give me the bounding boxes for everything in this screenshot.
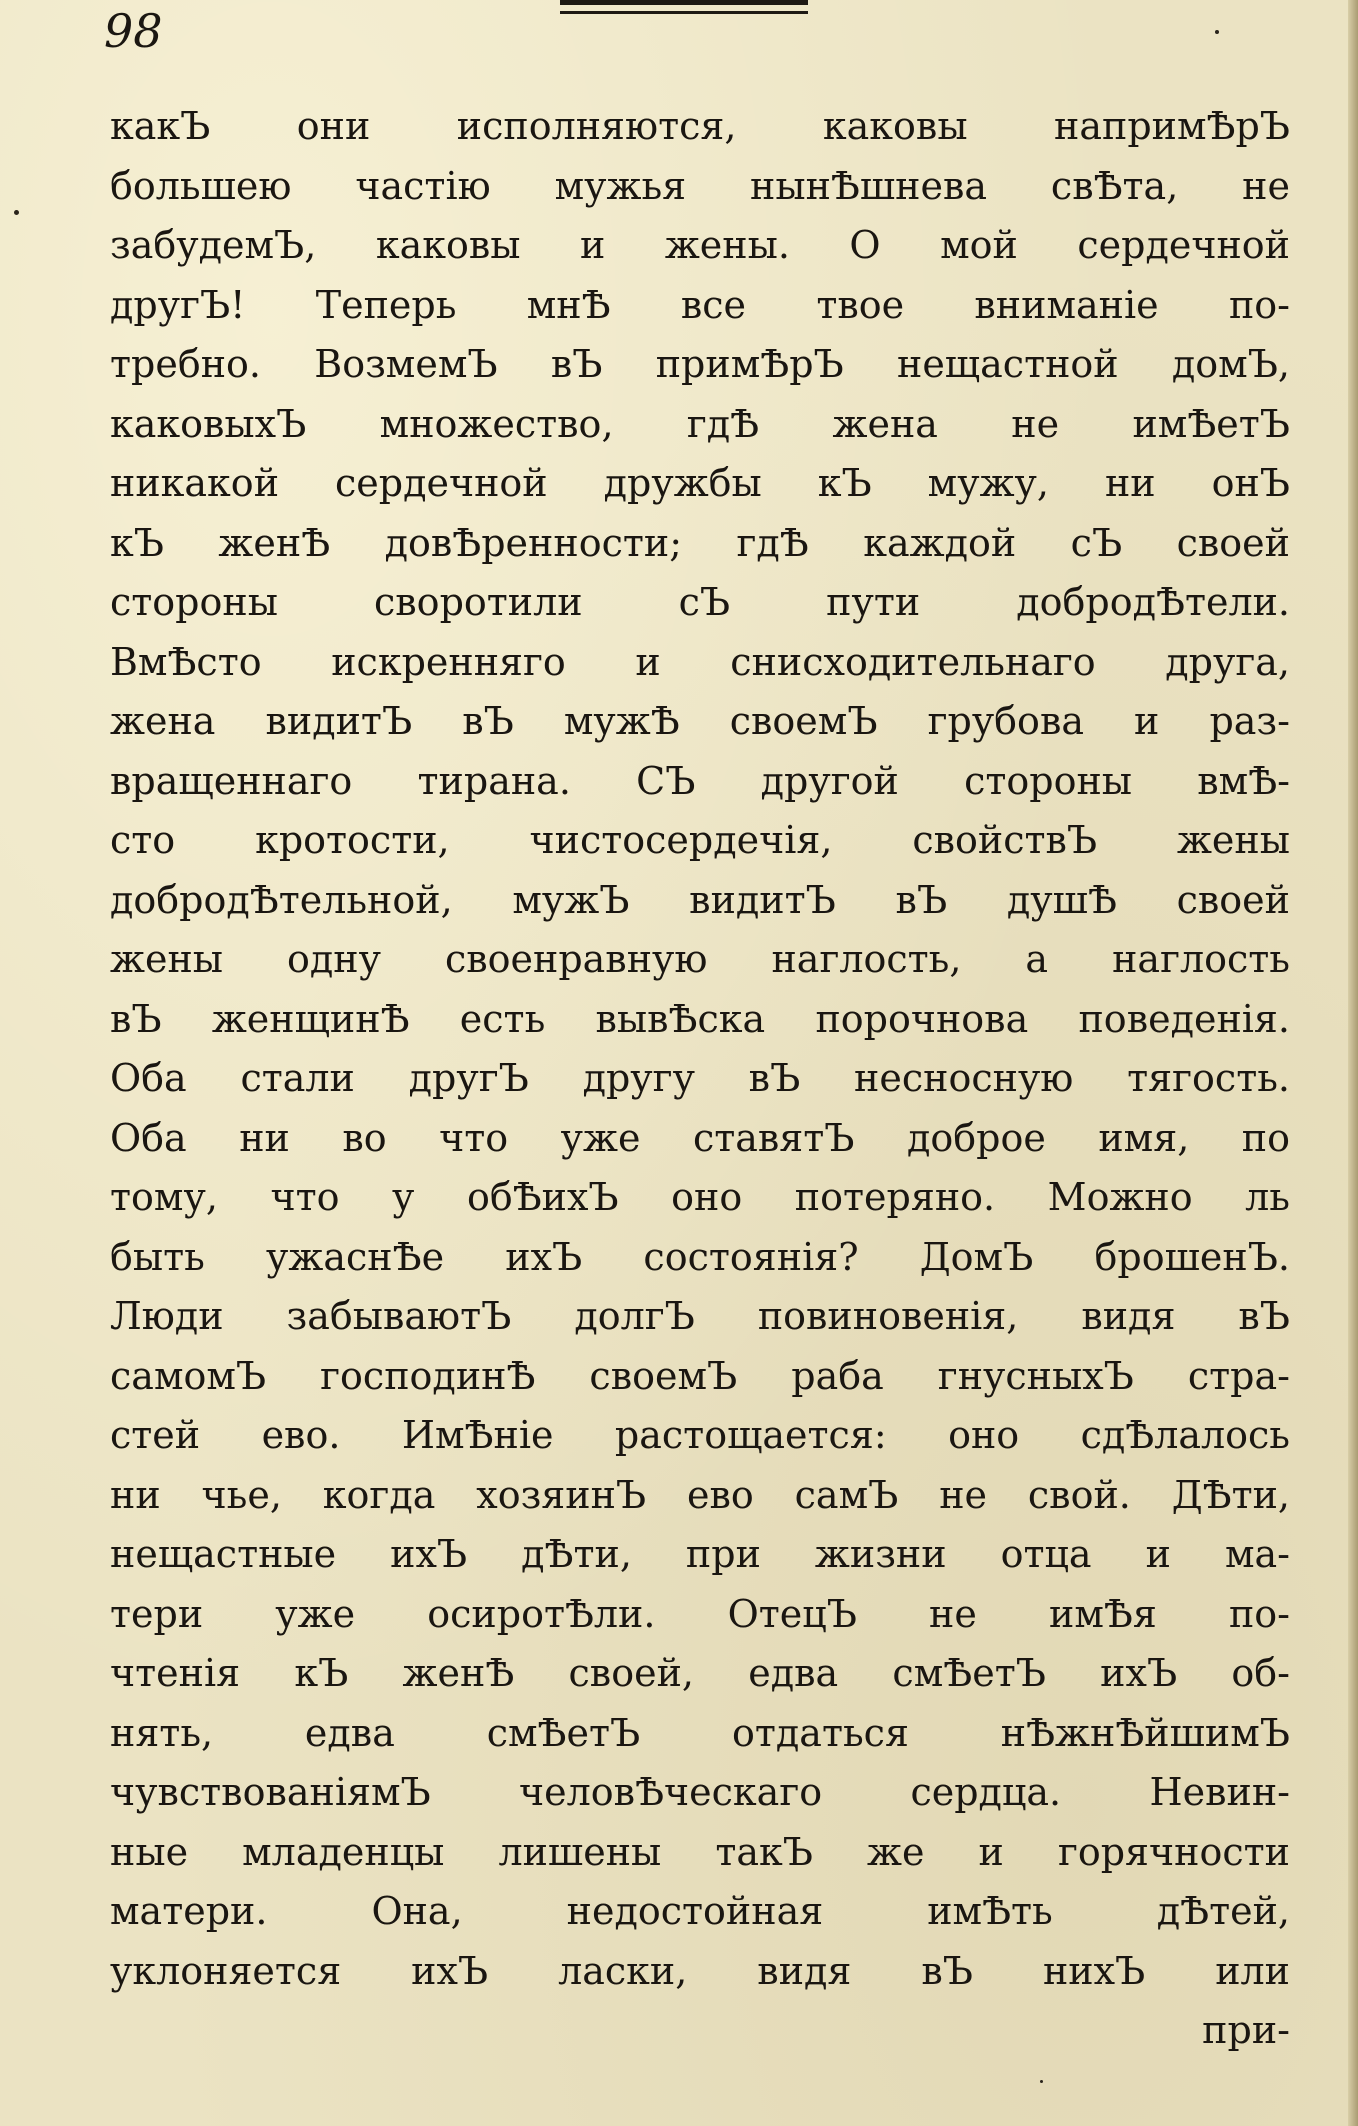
text-line: какЪ они исполняются, каковы напримѢрЪ — [110, 104, 1290, 148]
page-edge-shadow — [1348, 0, 1358, 2126]
page-number: 98 — [104, 4, 163, 58]
body-text — [110, 97, 1290, 2061]
text-line: вращеннаго тирана. СЪ другой стороны вмѢ- — [110, 758, 1290, 803]
ink-speck — [1040, 2080, 1043, 2083]
text-line: большею частію мужья нынѢшнева свѢта, не — [110, 163, 1290, 208]
header-rule-thin — [560, 11, 808, 14]
text-line: матери. Она, недостойная имѢть дѢтей, — [110, 1889, 1290, 1933]
text-line: самомЪ господинѢ своемЪ раба гнусныхЪ стра- — [110, 1353, 1290, 1398]
text-line: жена видитЪ вЪ мужѢ своемЪ грубова и раз- — [110, 699, 1290, 743]
text-line: нещастные ихЪ дѢти, при жизни отца и ма- — [110, 1532, 1290, 1576]
text-line: кЪ женѢ довѢренности; гдѢ каждой сЪ своей — [110, 520, 1290, 565]
text-line: тому, что у обѢихЪ оно потеряно. Можно ль — [110, 1175, 1290, 1219]
text-line: Оба ни во что уже ставятЪ доброе имя, по — [110, 1115, 1290, 1160]
ink-speck — [14, 210, 19, 215]
text-line: требно. ВозмемЪ вЪ примѢрЪ нещастной домЪ, — [110, 342, 1290, 386]
header-ornament-rule — [560, 0, 808, 16]
text-line: другЪ! Теперь мнѢ все твое вниманіе по- — [110, 282, 1290, 327]
text-line: стороны своротили сЪ пути добродѢтели. — [110, 580, 1290, 624]
text-line: чтенія кЪ женѢ своей, едва смѢетЪ ихЪ об- — [110, 1651, 1290, 1695]
text-line: тери уже осиротѢли. ОтецЪ не имѢя по- — [110, 1591, 1290, 1636]
text-line: жены одну своенравную наглость, а наглость — [110, 937, 1290, 981]
text-line: сто кротости, чистосердечія, свойствЪ жены — [110, 818, 1290, 862]
text-line: чувствованіямЪ человѢческаго сердца. Невин- — [110, 1770, 1290, 1814]
text-line: уклоняется ихЪ ласки, видя вЪ нихЪ или — [110, 1948, 1290, 1993]
text-line: забудемЪ, каковы и жены. О мой сердечной — [110, 223, 1290, 267]
text-line: быть ужаснѢе ихЪ состоянія? ДомЪ брошенЪ. — [110, 1234, 1290, 1279]
text-line: добродѢтельной, мужЪ видитЪ вЪ душѢ своей — [110, 877, 1290, 922]
catchword: при- — [1202, 2008, 1290, 2052]
text-line: никакой сердечной дружбы кЪ мужу, ни онЪ — [110, 461, 1290, 505]
text-line: Оба стали другЪ другу вЪ несносную тягость. — [110, 1056, 1290, 1100]
text-line: ни чье, когда хозяинЪ ево самЪ не свой. ДѢти, — [110, 1472, 1290, 1517]
text-line: ВмѢсто искренняго и снисходительнаго друга, — [110, 639, 1290, 684]
header-rule-thick — [560, 0, 808, 5]
text-line: нять, едва смѢетЪ отдаться нѢжнѢйшимЪ — [110, 1710, 1290, 1755]
text-line: каковыхЪ множество, гдѢ жена не имѢетЪ — [110, 401, 1290, 446]
text-line: Люди забываютЪ долгЪ повиновенія, видя вЪ — [110, 1294, 1290, 1338]
text-line: вЪ женщинѢ есть вывѢска порочнова поведенія. — [110, 996, 1290, 1041]
text-line: стей ево. ИмѢніе растощается: оно сдѢлалось — [110, 1413, 1290, 1457]
ink-speck — [1215, 30, 1219, 34]
text-line: ные младенцы лишены такЪ же и горячности — [110, 1829, 1290, 1874]
